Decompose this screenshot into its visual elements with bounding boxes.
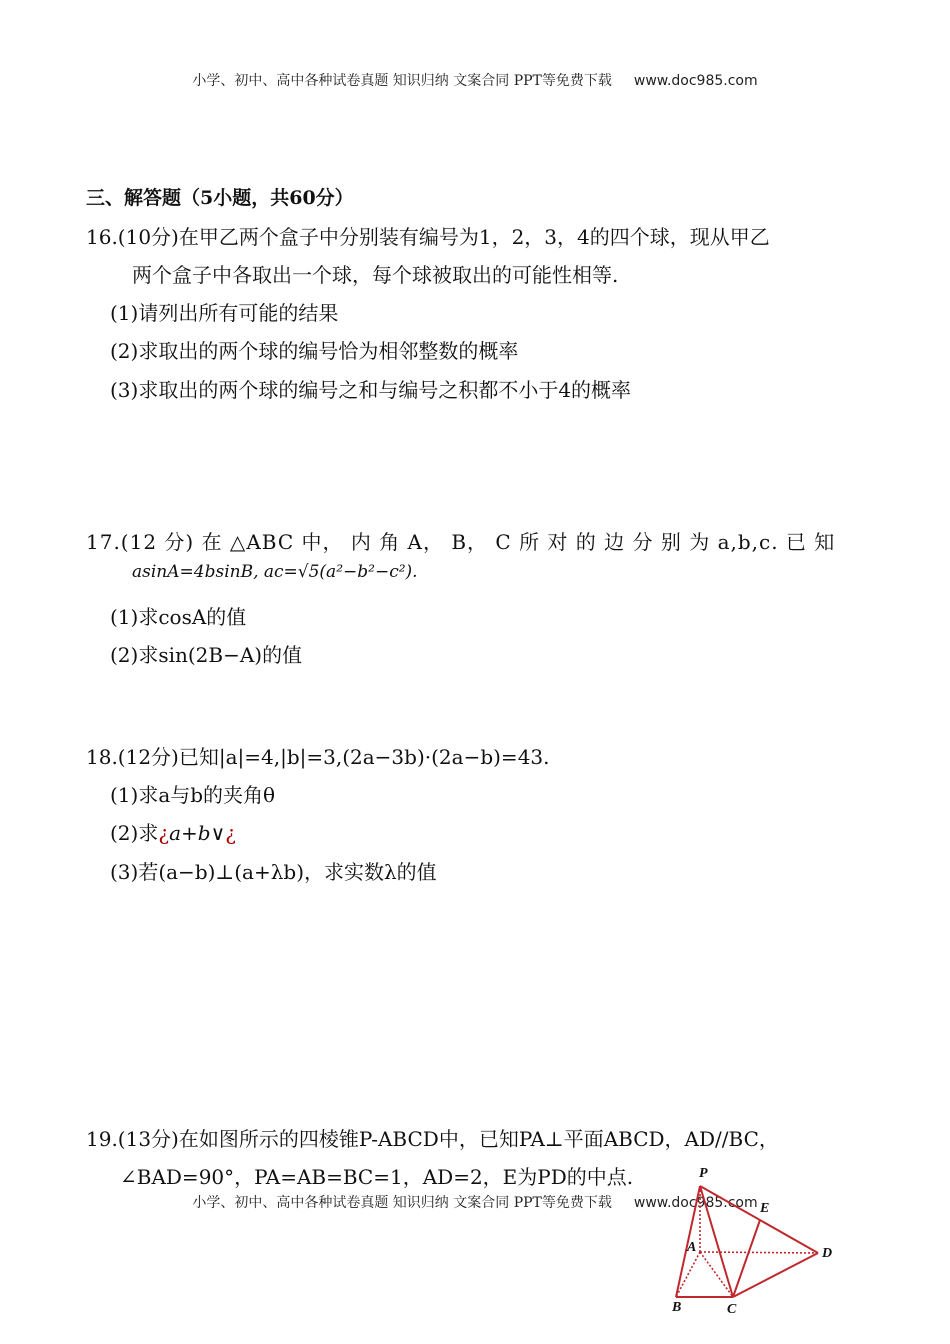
q16-part2: (2)求取出的两个球的编号恰为相邻整数的概率: [110, 339, 519, 363]
q16-part1: (1)请列出所有可能的结果: [110, 301, 339, 325]
label-B: B: [672, 1300, 682, 1315]
footer-url[interactable]: www.doc985.com: [633, 1195, 758, 1211]
label-A: A: [687, 1240, 697, 1255]
q17-part1: (1)求cosA的值: [110, 605, 247, 629]
q16-line2: 两个盒子中各取出一个球，每个球被取出的可能性相等.: [132, 263, 619, 287]
label-E: E: [760, 1201, 770, 1216]
edge-AC: [700, 1252, 733, 1297]
q16-part3: (3)求取出的两个球的编号之和与编号之积都不小于4的概率: [110, 378, 632, 402]
q18-part3: (3)若(a−b)⊥(a+λb)，求实数λ的值: [110, 860, 437, 884]
q16-line1: 16.(10分)在甲乙两个盒子中分别装有编号为1，2，3，4的四个球，现从甲乙: [86, 225, 770, 249]
edge-AD: [700, 1252, 818, 1253]
q17-line2: asinA=4bsinB, ac=√5(a²−b²−c²).: [132, 562, 418, 582]
q18-p2-math: a+b∨: [169, 821, 226, 845]
q17-part2: (2)求sin(2B−A)的值: [110, 643, 303, 667]
q19-line1: 19.(13分)在如图所示的四棱锥P-ABCD中，已知PA⊥平面ABCD，AD//BC，: [86, 1127, 779, 1151]
header-text: 小学、初中、高中各种试卷真题 知识归纳 文案合同 PPT等免费下载: [192, 73, 612, 89]
q18-p2-text: (2)求: [110, 821, 159, 845]
q18-p2-glyph2: ¿: [225, 821, 236, 845]
section-title: 三、解答题（5小题，共60分）: [86, 187, 354, 209]
edge-AB: [676, 1252, 700, 1297]
label-D: D: [822, 1246, 833, 1261]
q17-line1: 17.(12 分) 在 △ABC 中， 内 角 A， B， C 所 对 的 边 分 别 为 a,b,c. 已 知: [86, 530, 836, 554]
q18-part1: (1)求a与b的夹角θ: [110, 783, 276, 807]
q19-line2: ∠BAD=90°，PA=AB=BC=1，AD=2，E为PD的中点.: [120, 1165, 634, 1189]
header-url[interactable]: www.doc985.com: [633, 73, 758, 89]
footer-text: 小学、初中、高中各种试卷真题 知识归纳 文案合同 PPT等免费下载: [192, 1195, 612, 1211]
label-C: C: [727, 1302, 737, 1317]
label-P: P: [699, 1166, 708, 1181]
q18-p2-glyph: ¿: [158, 821, 170, 845]
q18-line1: 18.(12分)已知|a|=4,|b|=3,(2a−3b)·(2a−b)=43.: [86, 745, 550, 769]
